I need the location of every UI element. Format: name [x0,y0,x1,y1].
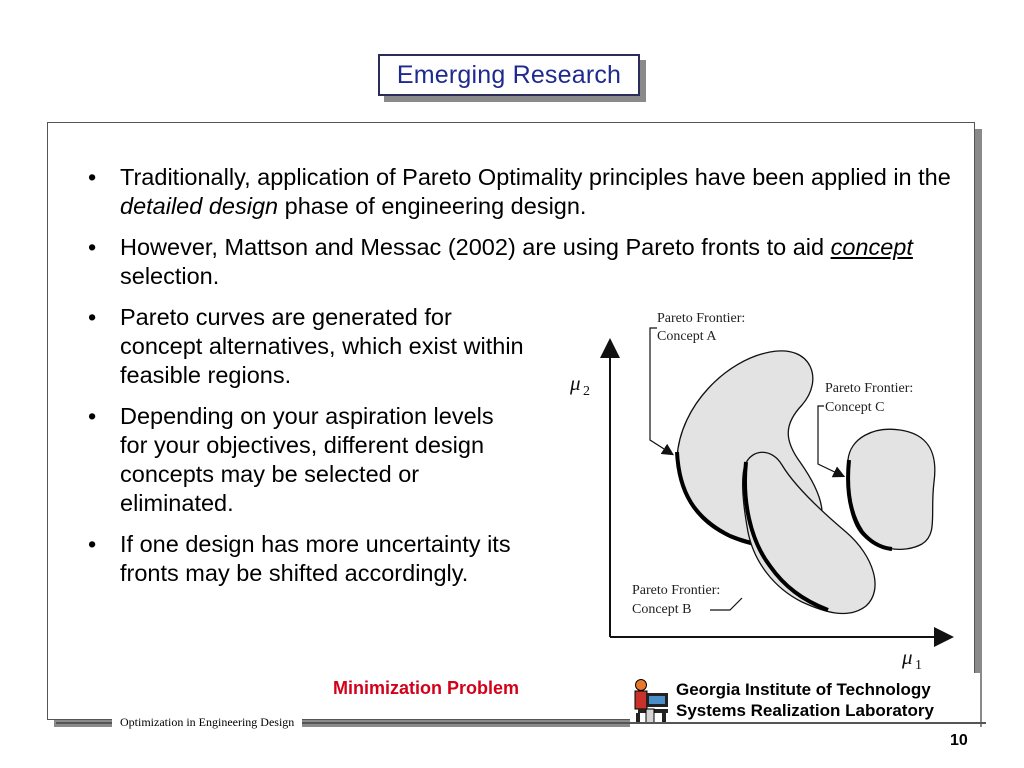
bullet-text: phase of engineering design. [278,193,587,219]
bullet-emphasis: detailed design [120,193,279,219]
bullet-text: However, Mattson and Messac (2002) are using Pareto fronts to aid [120,234,831,260]
bullet-text: Traditionally, application of Pareto Optimality principles have been applied in the [120,164,951,190]
bullet-emphasis: concept [830,234,913,260]
srl-logo-icon [632,675,672,725]
concept-b-label-line2: Concept B [632,602,692,617]
institute-line1: Georgia Institute of Technology [676,680,931,699]
footer-course-title: Optimization in Engineering Design [112,714,302,731]
bullet-text: Depending on your aspiration levels for your objectives, different design concepts may be selected or eliminated. [120,403,494,516]
bullet-item [88,303,530,390]
y-axis-symbol: μ [570,371,581,395]
pareto-figure [562,300,962,678]
bullet-item [88,233,980,291]
concept-b-label-line1: Pareto Frontier: [632,583,721,598]
bullet-text: Pareto curves are generated for concept alternatives, which exist within feasible regions. [120,304,524,388]
concept-b-callout [710,598,742,610]
institute-branding [630,673,980,729]
concept-c-callout [818,406,843,476]
concept-a-label-line1: Pareto Frontier: [657,311,746,326]
y-axis-subscript: 2 [583,384,590,399]
institute-name [676,679,934,721]
page-number: 10 [950,732,968,749]
minimization-caption: Minimization Problem [333,678,520,698]
concept-a-callout [650,328,672,454]
x-axis-symbol: μ [902,645,913,669]
title-box [378,54,640,96]
concept-c-label-line1: Pareto Frontier: [825,381,914,396]
institute-line2: Systems Realization Laboratory [676,701,934,720]
pareto-diagram [562,300,962,678]
bullet-item [88,163,980,221]
bullet-text: selection. [120,263,220,289]
bullet-item [88,402,505,518]
bullet-text: If one design has more uncertainty its fronts may be shifted accordingly. [120,531,511,586]
slide-title: Emerging Research [396,60,622,89]
concept-a-label-line2: Concept A [657,329,717,344]
x-axis-subscript: 1 [915,658,922,673]
bullet-item [88,530,560,588]
concept-c-label-line2: Concept C [825,400,885,415]
